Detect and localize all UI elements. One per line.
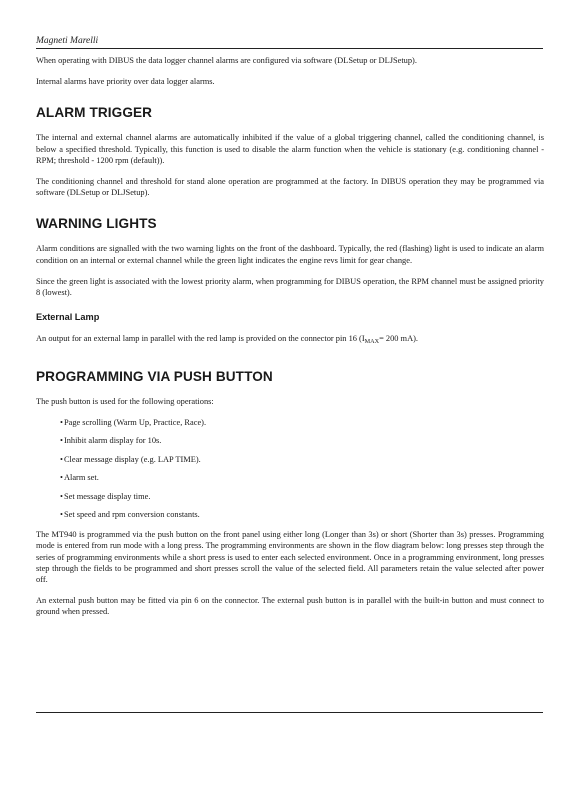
- header-rule: [36, 48, 543, 49]
- external-lamp-paragraph: [36, 333, 544, 347]
- external-lamp-text-start: An output for an external lamp in parallel with the red lamp is provided on the connector pin 16 (I: [36, 334, 365, 344]
- bullet-icon: •: [60, 510, 63, 520]
- page-header-brand: Magneti Marelli: [36, 36, 99, 46]
- operations-list: [36, 417, 544, 521]
- imax-subscript: MAX: [364, 338, 380, 346]
- alarm-trigger-heading: ALARM TRIGGER: [36, 105, 153, 121]
- list-item: •Set message display time.: [60, 491, 151, 501]
- push-button-heading: PROGRAMMING VIA PUSH BUTTON: [36, 369, 273, 385]
- list-item: •Page scrolling (Warm Up, Practice, Race).: [60, 417, 207, 427]
- list-item: •Inhibit alarm display for 10s.: [60, 436, 162, 446]
- intro-paragraph-2: Internal alarms have priority over data logger alarms.: [36, 77, 215, 87]
- alarm-trigger-paragraph-2: The conditioning channel and threshold for stand alone operation are programmed at the factory. In DIBUS operation they may be programmed via software (DLSetup or DLJSetup).: [36, 177, 544, 198]
- warning-lights-heading: WARNING LIGHTS: [36, 216, 157, 232]
- external-lamp-heading: External Lamp: [36, 312, 100, 323]
- intro-paragraph-1: When operating with DIBUS the data logger channel alarms are configured via software (DLSetup or DLJSetup).: [36, 56, 417, 65]
- push-button-intro: The push button is used for the following operations:: [36, 397, 214, 407]
- external-lamp-text-end: = 200 mA).: [379, 334, 418, 344]
- warning-lights-paragraph-1: Alarm conditions are signalled with the two warning lights on the front of the dashboard. Typically, the red (flashing) light is used to indicate an alarm condition on an internal or external channel while the green light indicates the engine revs limit for gear change.: [36, 244, 544, 265]
- push-button-paragraph-1: The MT940 is programmed via the push button on the front panel using either long (Longer than 3s) or short (Shorter than 3s) presses. Programming mode is entered from run mode with a long press. The programming environments are shown in the flow diagram below: long presses step through the series of programming environments while a short press is used to enter each selected environment. Once in a programming environment, long presses step through the fields to be programmed and short presses scroll the value of the selected field. All parameters retain the value selected after power off.: [36, 530, 544, 584]
- bullet-icon: •: [60, 454, 63, 464]
- list-item: •Set speed and rpm conversion constants.: [60, 510, 200, 520]
- bullet-icon: •: [60, 491, 63, 501]
- push-button-paragraph-2: An external push button may be fitted via pin 6 on the connector. The external push button is in parallel with the built-in button and must connect to ground when pressed.: [36, 596, 544, 617]
- bullet-icon: •: [60, 473, 63, 483]
- alarm-trigger-paragraph-1: The internal and external channel alarms are automatically inhibited if the value of a global triggering channel, called the conditioning channel, is below a specified threshold. Typically, this function is used to disable the alarm function when the vehicle is stationary (e.g. conditioning channel - RPM; threshold - 1200 rpm (default)).: [36, 133, 544, 165]
- footer-rule: [36, 712, 543, 713]
- list-item: •Alarm set.: [60, 473, 99, 483]
- warning-lights-paragraph-2: Since the green light is associated with the lowest priority alarm, when programming for DIBUS operation, the RPM channel must be assigned priority 8 (lowest).: [36, 276, 544, 298]
- page-content: [36, 55, 544, 628]
- bullet-icon: •: [60, 417, 63, 427]
- bullet-icon: •: [60, 436, 63, 446]
- list-item: •Clear message display (e.g. LAP TIME).: [60, 454, 201, 464]
